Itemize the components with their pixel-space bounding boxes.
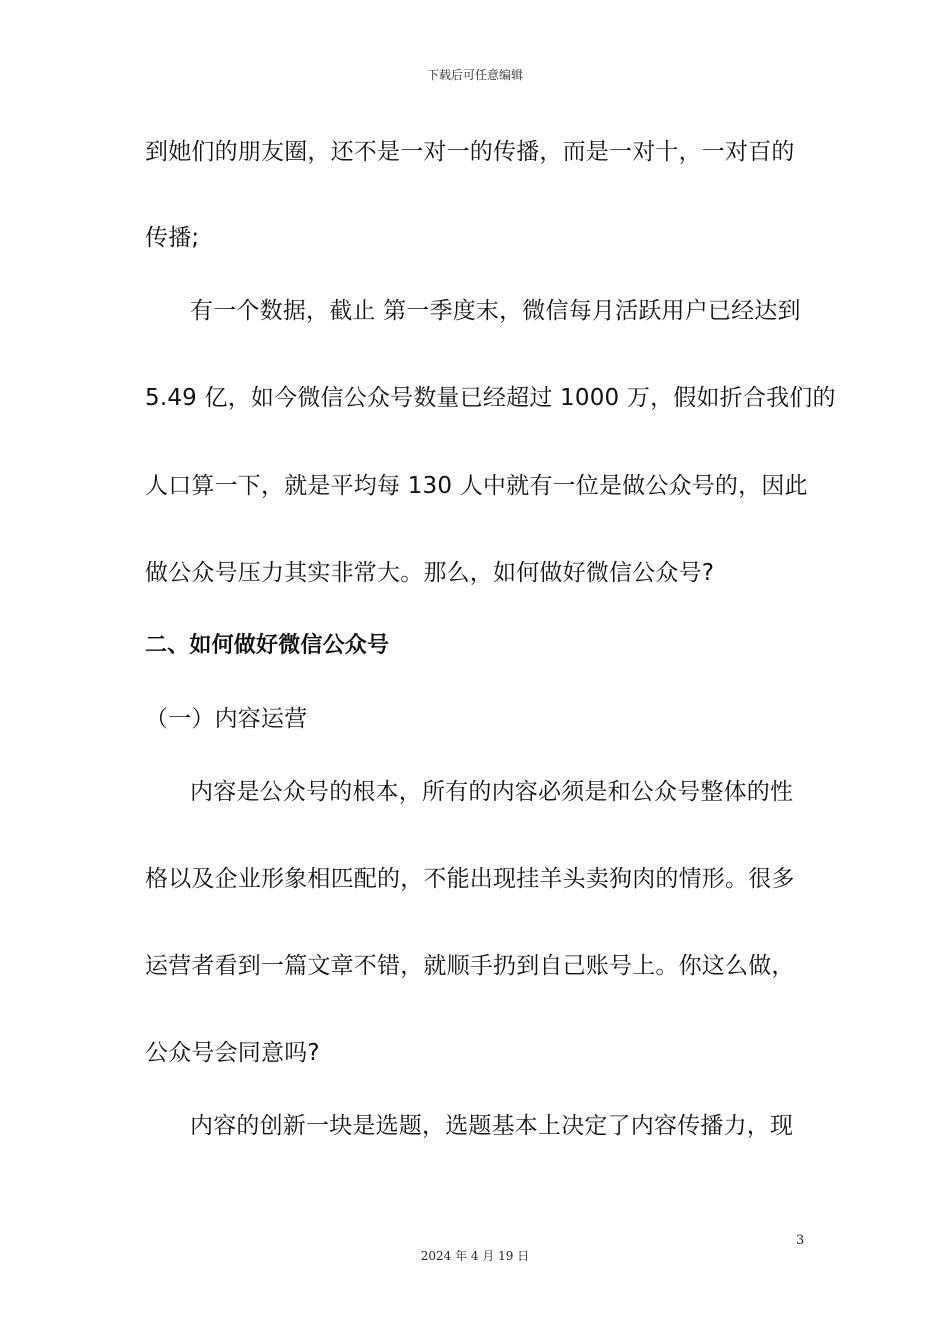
paragraph-line: 5.49 亿，如今微信公众号数量已经超过 1000 万，假如折合我们的 xyxy=(145,385,836,411)
paragraph-line: 运营者看到一篇文章不错，就顺手扔到自己账号上。你这么做， xyxy=(145,953,795,979)
page-date: 2024 年 4 月 19 日 xyxy=(420,1249,530,1263)
paragraph-line: 公众号会同意吗? xyxy=(145,1040,320,1066)
section-heading: 二、如何做好微信公众号 xyxy=(145,633,390,658)
paragraph-line: 做公众号压力其实非常大。那么，如何做好微信公众号? xyxy=(145,560,715,586)
paragraph-line: 内容的创新一块是选题，选题基本上决定了内容传播力，现 xyxy=(190,1113,794,1139)
paragraph-line: 人口算一下，就是平均每 130 人中就有一位是做公众号的，因此 xyxy=(145,473,808,499)
paragraph-line: 有一个数据，截止 第一季度末，微信每月活跃用户已经达到 xyxy=(190,298,801,324)
subsection-heading: （一）内容运营 xyxy=(145,706,308,732)
paragraph-line: 到她们的朋友圈，还不是一对一的传播，而是一对十，一对百的 xyxy=(145,139,795,165)
paragraph-line: 格以及企业形象相匹配的，不能出现挂羊头卖狗肉的情形。很多 xyxy=(145,866,795,892)
page-number: 3 xyxy=(796,1233,805,1248)
paragraph-line: 传播; xyxy=(145,225,200,251)
page-header: 下载后可任意编辑 xyxy=(426,68,523,82)
paragraph-line: 内容是公众号的根本，所有的内容必须是和公众号整体的性 xyxy=(190,779,794,805)
